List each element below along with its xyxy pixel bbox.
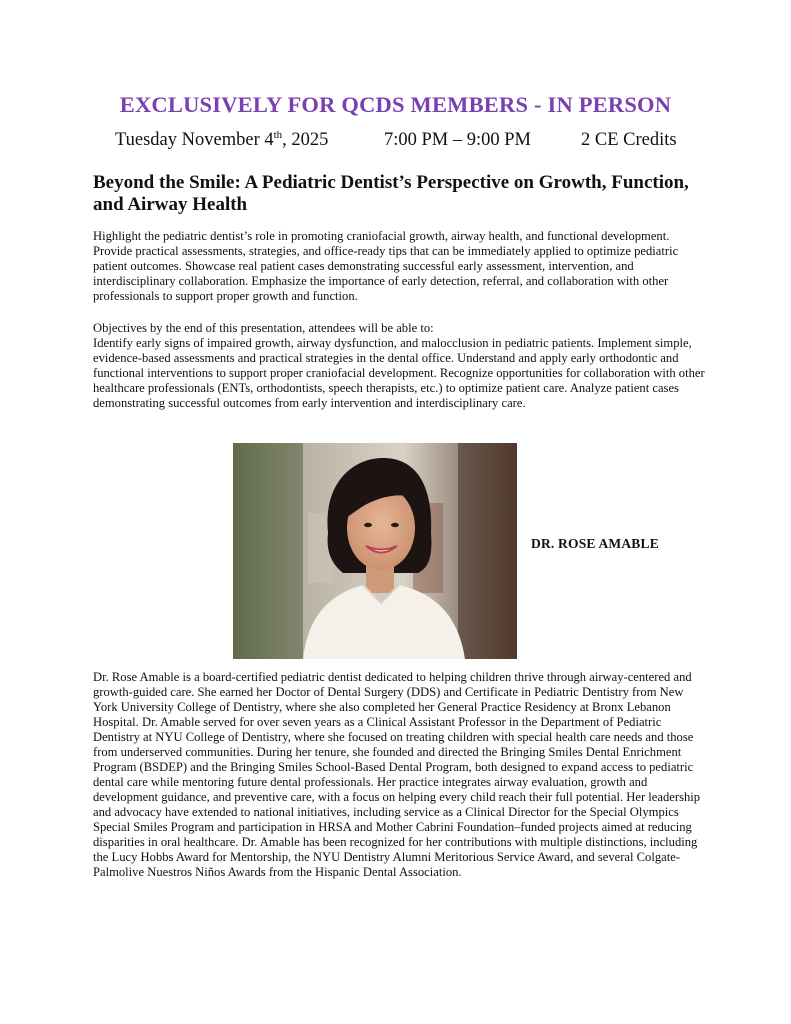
event-credits: 2 CE Credits: [581, 130, 677, 150]
presentation-title: Beyond the Smile: A Pediatric Dentist’s Perspective on Growth, Function, and Airway Health: [93, 172, 689, 215]
members-banner: EXCLUSIVELY FOR QCDS MEMBERS - IN PERSON: [119, 92, 672, 117]
speaker-photo: [233, 443, 517, 659]
objectives-heading: Objectives by the end of this presentation, attendees will be able to:: [93, 321, 434, 335]
speaker-name: DR. ROSE AMABLE: [531, 536, 659, 551]
intro-text: Highlight the pediatric dentist’s role in promoting craniofacial growth, airway health, and functional development. Provide practical assessments, strategies, and office-ready tips that can be immediately applied to optimize pediatric patient outcomes. Showcase real patient cases demonstrating successful early assessment, intervention, and interdisciplinary collaboration. Emphasize the importance of early detection, referral, and collaboration with other professionals to support proper growth and function.: [93, 229, 679, 303]
event-date-ordinal: th: [273, 128, 283, 141]
objectives-body: Identify early signs of impaired growth, airway dysfunction, and malocclusion in pediatric patients. Implement simple, evidence-based assessments and practical strategies in the dental office. Understand and apply early orthodontic and functional interventions to support proper craniofacial development. Recognize opportunities for collaboration with other healthcare professionals (ENTs, orthodontists, speech therapists, etc.) to optimize patient care. Analyze patient cases demonstrating successful outcomes from early intervention and interdisciplinary care.: [93, 336, 705, 410]
bio-text: Dr. Rose Amable is a board-certified pediatric dentist dedicated to helping children thrive through airway-centered and growth-guided care. She earned her Doctor of Dental Surgery (DDS) and Certificate in Pediatric Dentistry from New York University College of Dentistry, where she also completed her General Practice Residency at Bronx Lebanon Hospital. Dr. Amable served for over seven years as a Clinical Assistant Professor in the Department of Pediatric Dentistry at NYU College of Dentistry, where she focused on treating children with special health care needs and those from underserved communities. During her tenure, she founded and directed the Bringing Smiles Dental Enrichment Program (BSDEP) and the Bringing Smiles School-Based Dental Program, both designed to expand access to pediatric dental care while mentoring future dental professionals. Her practice integrates airway evaluation, growth and development guidance, and preventive care, with a focus on helping every child reach their full potential. Her leadership and advocacy have extended to national initiatives, including service as a Clinical Director for the Special Olympics Special Smiles Program and participation in HRSA and Mother Cabrini Foundation–funded projects aimed at reducing disparities in oral healthcare. Dr. Amable has been recognized for her contributions with multiple distinctions, including the Lucy Hobbs Award for Mentorship, the NYU Dentistry Alumni Meritorious Service Award, and several Colgate-Palmolive Nuestros Niños Awards from the Hispanic Dental Association.: [93, 670, 701, 879]
event-year: , 2025: [282, 130, 329, 150]
event-date: [115, 130, 328, 151]
event-time: 7:00 PM – 9:00 PM: [384, 130, 532, 150]
event-date-text: Tuesday November 4: [115, 130, 274, 150]
speaker-bio: [93, 670, 705, 880]
intro-paragraph: [93, 229, 705, 304]
objectives-section: [93, 321, 705, 411]
